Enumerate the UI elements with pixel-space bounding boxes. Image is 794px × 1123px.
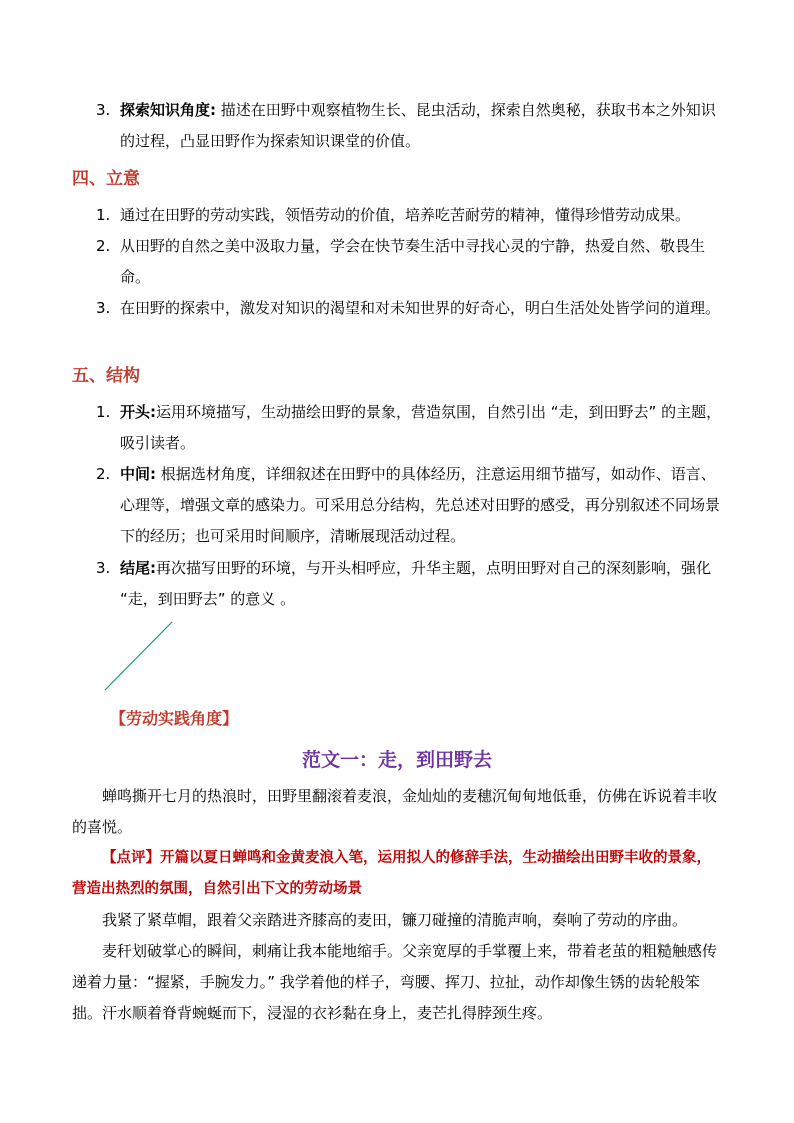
- item-text: 运用环境描写，生动描绘田野的景象，营造氛围，自然引出 “走，到田野去” 的主题，吸引读者。: [120, 403, 722, 452]
- essay-comment-1: 【点评】开篇以夏日蝉鸣和金黄麦浪入笔，运用拟人的修辞手法，生动描绘出田野丰收的景象，营造出热烈的氛围，自然引出下文的劳动场景: [72, 850, 711, 897]
- item-text: 再次描写田野的环境，与开头相呼应，升华主题，点明田野对自己的深刻影响，强化 “走，到田野去” 的意义 。: [120, 559, 712, 608]
- item-number: 3.: [96, 559, 111, 577]
- essay-paragraph-2: 我紧了紧草帽，跟着父亲踏进齐膝高的麦田，镰刀碰撞的清脆声响，奏响了劳动的序曲。: [102, 911, 688, 929]
- item-label: 中间:: [120, 465, 156, 483]
- section-heading-theme: 四、立意: [72, 169, 140, 189]
- item-text: 描述在田野中观察植物生长、昆虫活动，探索自然奥秘，获取书本之外知识的过程，凸显田野作为探索知识课堂的价值。: [120, 101, 716, 150]
- item-number: 2.: [96, 237, 111, 255]
- item-text: 在田野的探索中，激发对知识的渴望和对未知世界的好奇心，明白生活处处皆学问的道理。: [120, 299, 721, 317]
- essay-title: 范文一：走，到田野去: [301, 749, 492, 771]
- item-number: 1.: [96, 206, 111, 224]
- item-label: 结尾:: [120, 559, 156, 577]
- item-number: 1.: [96, 403, 111, 421]
- essay-paragraph-1: 蝉鸣撕开七月的热浪时，田野里翻滚着麦浪，金灿灿的麦穗沉甸甸地低垂，仿佛在诉说着丰收的喜悦。: [72, 787, 718, 836]
- angle-tag: 【劳动实践角度】: [110, 709, 239, 728]
- item-number: 3.: [96, 299, 111, 317]
- item-label: 探索知识角度:: [120, 101, 216, 119]
- item-text: 根据选材角度，详细叙述在田野中的具体经历，注意运用细节描写，如动作、语言、心理等，增强文章的感染力。可采用总分结构，先总述对田野的感受，再分别叙述不同场景下的经历；也可采用时间顺序，清晰展现活动过程。: [120, 465, 721, 545]
- section-heading-structure: 五、结构: [72, 366, 140, 386]
- item-number: 3.: [96, 101, 111, 119]
- item-label: 开头:: [120, 403, 156, 421]
- item-number: 2.: [96, 465, 111, 483]
- item-text: 从田野的自然之美中汲取力量，学会在快节奏生活中寻找心灵的宁静，热爱自然、敬畏生命。: [120, 237, 706, 286]
- essay-paragraph-3: 麦秆划破掌心的瞬间，刺痛让我本能地缩手。父亲宽厚的手掌覆上来，带着老茧的粗糙触感传递着力量：“握紧，手腕发力。” 我学着他的样子，弯腰、挥刀、拉扯，动作却像生锈的齿轮般笨拙。汗水顺着脊背蜿蜒而下，浸湿的衣衫黏在身上，麦芒扎得脖颈生疼。: [72, 942, 718, 1022]
- item-text: 通过在田野的劳动实践，领悟劳动的价值，培养吃苦耐劳的精神，懂得珍惜劳动成果。: [120, 206, 691, 224]
